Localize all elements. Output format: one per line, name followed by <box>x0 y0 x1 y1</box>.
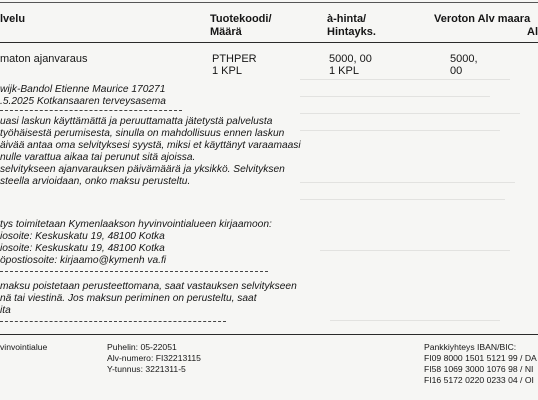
header-top-rule <box>0 2 538 3</box>
footer-phone: Puhelin: 05-22051 <box>107 342 177 352</box>
bleed-through-line <box>300 182 515 183</box>
column-header-net-vat: Veroton Alv maara <box>434 13 531 25</box>
bleed-through-line <box>300 199 505 200</box>
notice-line: uasi laskun käyttämättä ja peruuttamatta jätetystä palvelusta <box>0 116 273 127</box>
contact-visiting-address: iosoite: Keskuskatu 19, 48100 Kotka <box>0 243 165 254</box>
footer-bank-title: Pankkiyhteys IBAN/BIC: <box>424 342 517 352</box>
line-item-quantity: 1 KPL <box>212 65 242 77</box>
notice-line: nulle varattua aikaa tai perunut sitä ajoissa. <box>0 152 196 163</box>
footer-bank-account: FI58 1069 3000 1076 98 / NI <box>424 364 534 374</box>
line-item-price: 5000, 00 <box>329 53 372 65</box>
bleed-through-line <box>300 130 500 131</box>
footer-bank-account: FI09 8000 1501 5121 99 / DA <box>424 353 537 363</box>
line-item-code: PTHPER <box>212 53 257 65</box>
bleed-through-line <box>300 79 510 80</box>
column-header-code: Tuotekoodi/ <box>210 13 272 25</box>
contact-postal-address: iosoite: Keskuskatu 19, 48100 Kotka <box>0 231 165 242</box>
footer-bank-account: FI16 5172 0220 0233 04 / OI <box>424 375 534 385</box>
line-item-net-amount: 5000, <box>450 53 478 65</box>
bleed-through-line <box>300 96 490 97</box>
dashed-divider <box>0 271 268 272</box>
appointment-location: .5.2025 Kotkansaaren terveysasema <box>0 96 166 107</box>
line-item-net-amount-decimals: 00 <box>450 65 463 77</box>
final-note-line: maksu poistetaan perusteettomana, saat vastauksen selvitykseen <box>0 281 297 292</box>
dashed-divider <box>0 110 182 111</box>
contact-email: öpostiosoite: kirjaamo@kymenh va.fi <box>0 255 167 266</box>
bleed-through-line <box>320 250 510 251</box>
line-item-description: maton ajanvaraus <box>0 53 88 65</box>
column-header-quantity: Määrä <box>210 26 242 38</box>
notice-line: selvitykseen ajanvarauksen päivämäärä ja yksikkö. Selvityksen <box>0 164 285 175</box>
column-header-description: lvelu <box>0 13 26 25</box>
notice-line: steella arvioidaan, onko maksu perusteltu. <box>0 176 191 187</box>
contact-intro: tys toimitetaan Kymenlaakson hyvinvointialueen kirjaamoon: <box>0 219 272 230</box>
header-bottom-rule <box>0 42 538 43</box>
final-note-line: nä tai viestinä. Jos maksun periminen on perusteltu, saat <box>0 293 257 304</box>
column-header-price-unit: Hintayks. <box>327 26 376 38</box>
patient-name: wijk-Bandol Etienne Maurice 170271 <box>0 84 166 95</box>
footer-vat-number: Alv-numero: FI32213115 <box>107 353 201 363</box>
notice-line: äivää antaa oma selvityksesi syystä, miksi et käyttänyt varaamaasi <box>0 140 301 151</box>
final-note-line: ita <box>0 305 11 316</box>
bleed-through-line <box>300 113 520 114</box>
notice-line: työhäisestä perumisesta, sinulla on mahdollisuus ennen laskun <box>0 128 285 139</box>
dashed-divider <box>0 321 226 322</box>
column-header-vat: Al <box>527 26 538 38</box>
footer-organization: vinvointialue <box>0 342 48 352</box>
column-header-unit-price: à-hinta/ <box>327 13 367 25</box>
line-item-price-unit: 1 KPL <box>329 65 359 77</box>
bleed-through-line <box>330 320 500 321</box>
footer-rule <box>0 334 538 335</box>
footer-business-id: Y-tunnus: 3221311-5 <box>107 364 186 374</box>
